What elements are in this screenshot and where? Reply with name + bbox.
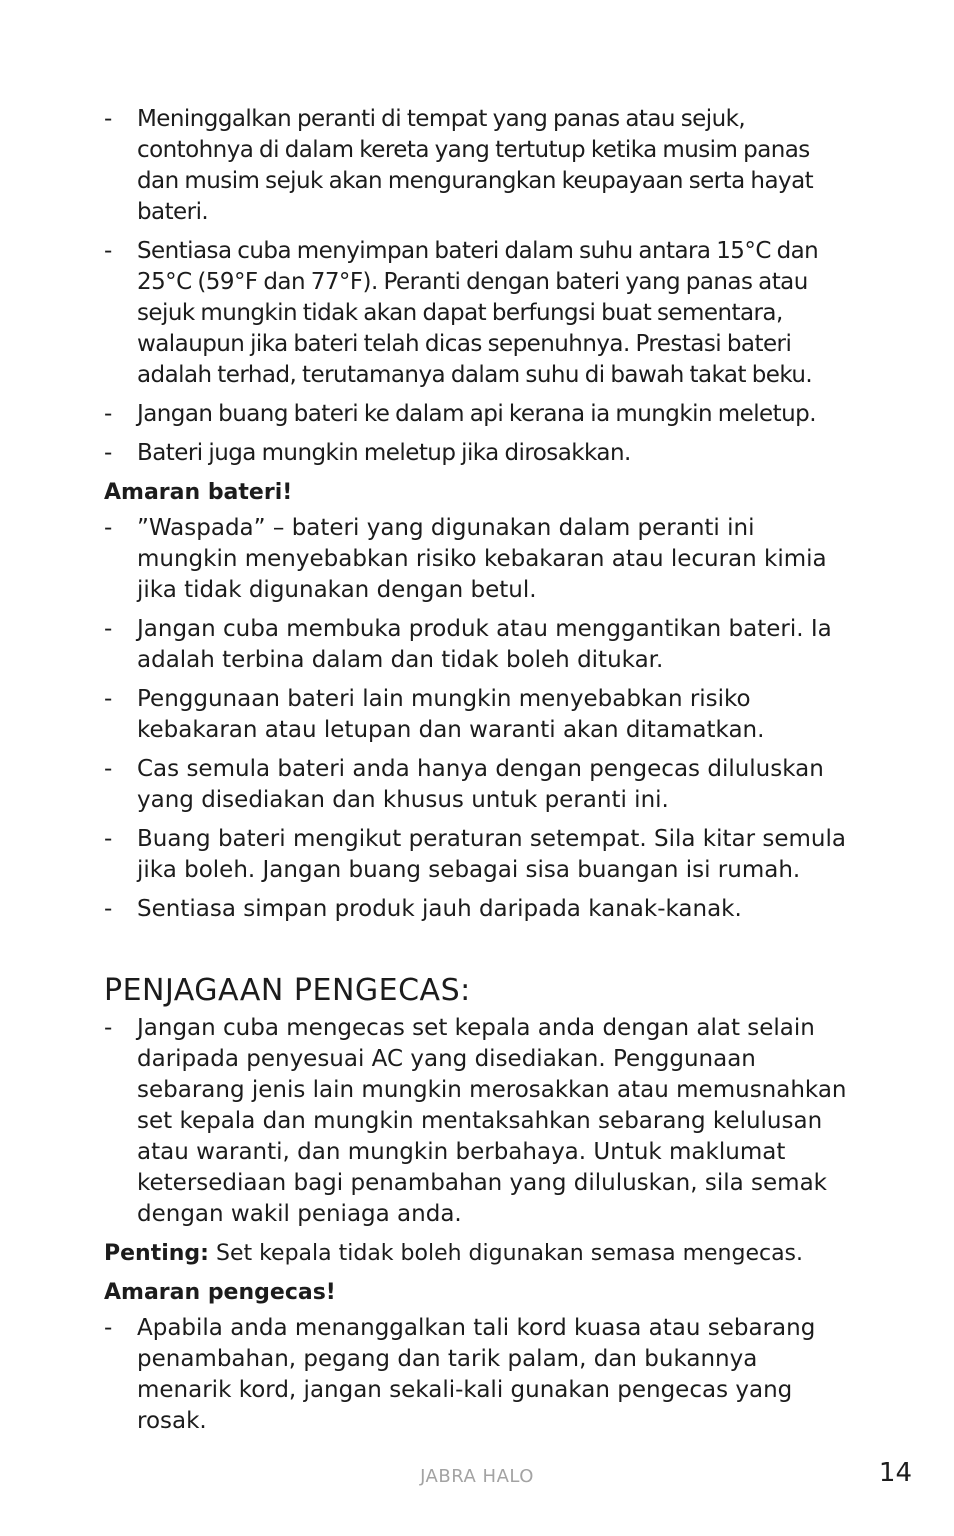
charger-care-list (104, 1013, 856, 1230)
list-item: - Sentiasa simpan produk jauh daripada kanak-kanak. (104, 894, 856, 925)
list-item: - Cas semula bateri anda hanya dengan pengecas diluluskan yang disediakan dan khusus untuk peranti ini. (104, 754, 856, 816)
list-item: - Jangan buang bateri ke dalam api kerana ia mungkin meletup. (104, 399, 856, 430)
important-label: Penting: (104, 1241, 209, 1266)
list-item: - Jangan cuba mengecas set kepala anda dengan alat selain daripada penyesuai AC yang disediakan. Penggunaan sebarang jenis lain mungkin merosakkan atau memusnahkan set kepala dan mungkin mentaksahkan sebarang kelulusan atau waranti, dan mungkin berbahaya. Untuk maklumat ketersediaan bagi penambahan yang diluluskan, sila semak dengan wakil peniaga anda. (104, 1013, 856, 1230)
important-text: Set kepala tidak boleh digunakan semasa mengecas. (208, 1241, 804, 1266)
list-item: - Meninggalkan peranti di tempat yang panas atau sejuk, contohnya di dalam kereta yang tertutup ketika musim panas dan musim sejuk akan mengurangkan keupayaan serta hayat bateri. (104, 104, 856, 228)
page-content (104, 104, 856, 1445)
charger-warning-heading: Amaran pengecas! (104, 1280, 336, 1305)
charger-care-title: PENJAGAAN PENGECAS: (104, 973, 471, 1008)
battery-warning-heading: Amaran bateri! (104, 480, 293, 505)
list-item: - Sentiasa cuba menyimpan bateri dalam suhu antara 15°C dan 25°C (59°F dan 77°F). Peranti dengan bateri yang panas atau sejuk mungkin tidak akan dapat berfungsi buat sementara, walaupun jika bateri telah dicas sepenuhnya. Prestasi bateri adalah terhad, terutamanya dalam suhu di bawah takat beku. (104, 236, 856, 391)
battery-care-list (104, 104, 856, 469)
important-note (104, 1238, 856, 1269)
footer-brand: JABRA HALO (420, 1466, 534, 1487)
list-item: - Penggunaan bateri lain mungkin menyebabkan risiko kebakaran atau letupan dan waranti akan ditamatkan. (104, 684, 856, 746)
charger-warning-list (104, 1313, 856, 1437)
page-number: 14 (878, 1458, 912, 1488)
list-item: - Jangan cuba membuka produk atau menggantikan bateri. Ia adalah terbina dalam dan tidak boleh ditukar. (104, 614, 856, 676)
list-item: - Apabila anda menanggalkan tali kord kuasa atau sebarang penambahan, pegang dan tarik palam, dan bukannya menarik kord, jangan sekali-kali gunakan pengecas yang rosak. (104, 1313, 856, 1437)
list-item: - Buang bateri mengikut peraturan setempat. Sila kitar semula jika boleh. Jangan buang sebagai sisa buangan isi rumah. (104, 824, 856, 886)
list-item: - ”Waspada” – bateri yang digunakan dalam peranti ini mungkin menyebabkan risiko kebakaran atau lecuran kimia jika tidak digunakan dengan betul. (104, 513, 856, 606)
list-item: - Bateri juga mungkin meletup jika dirosakkan. (104, 438, 856, 469)
battery-warning-list (104, 513, 856, 925)
